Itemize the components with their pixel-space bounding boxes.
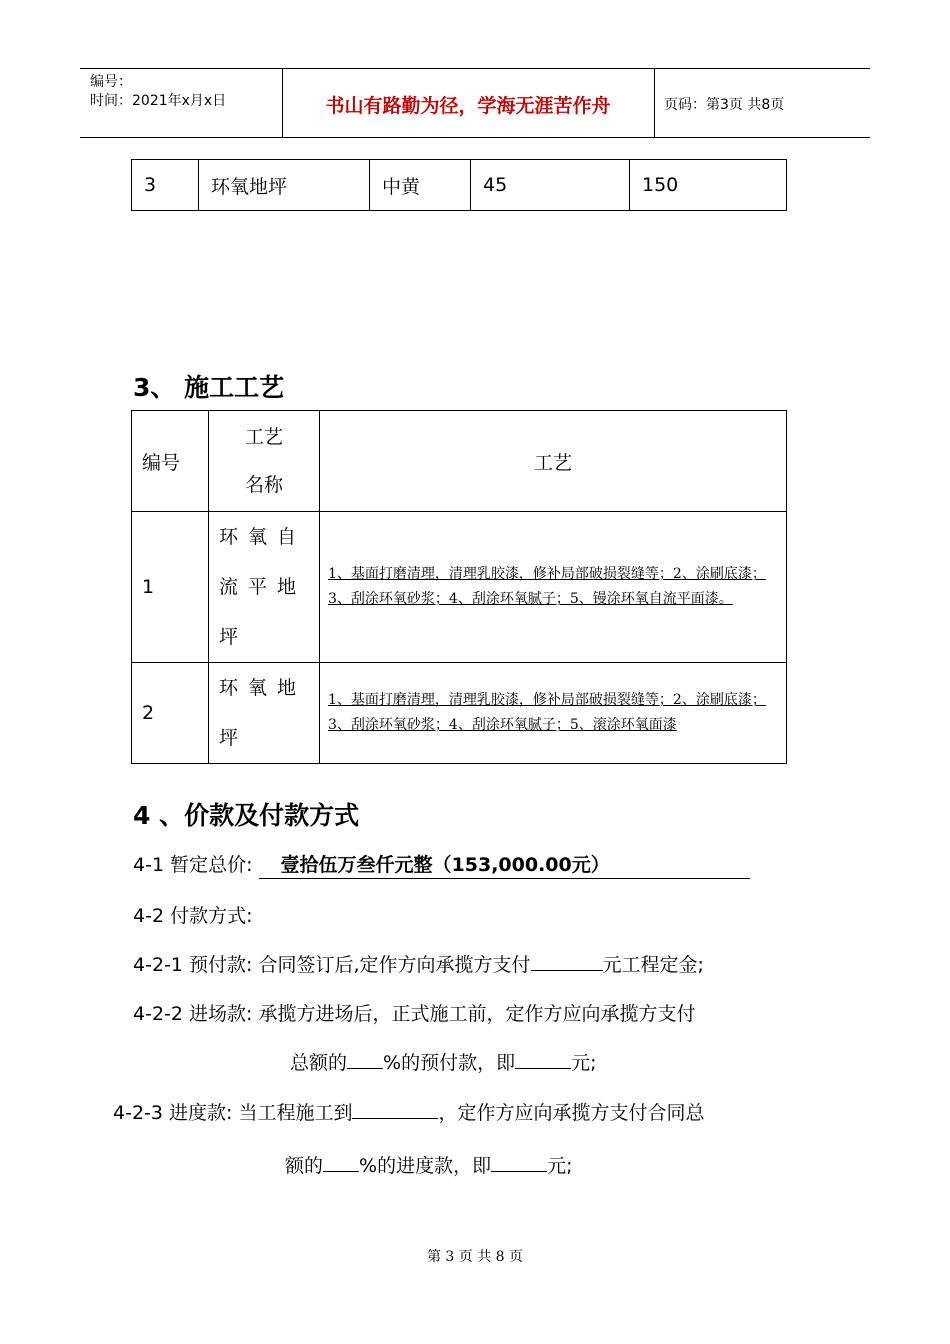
- row-process: 1、基面打磨清理，清理乳胶漆，修补局部破损裂缝等；2、涂刷底漆；3、刮涂环氧砂浆；4、刮涂环氧腻子；5、镘涂环氧自流平面漆。: [320, 512, 787, 663]
- header-page-info: 页码：第3页 共8页: [664, 97, 785, 113]
- material-table: [131, 159, 787, 211]
- entry-payment-line-2: [290, 1048, 596, 1075]
- total-price-line: [133, 850, 750, 877]
- blank-field: [352, 1100, 438, 1119]
- payment-method-line: 4-2 付款方式:: [133, 905, 253, 927]
- progress-payment-line-2: [285, 1151, 572, 1178]
- cell-value-2: 150: [630, 160, 787, 211]
- row-name-line: 环氧地: [219, 677, 307, 699]
- page-header: [80, 68, 870, 138]
- blank-field: [323, 1153, 359, 1172]
- header-process: 工艺: [320, 411, 787, 512]
- blank-field: [515, 1050, 571, 1069]
- cell-name: 环氧地坪: [199, 160, 370, 211]
- entry-payment-line: 4-2-2 进场款: 承揽方进场后，正式施工前，定作方应向承揽方支付: [133, 1003, 696, 1025]
- blank-field: [531, 952, 603, 971]
- header-name: [209, 411, 320, 512]
- page-footer: 第 3 页 共 8 页: [426, 1249, 524, 1265]
- header-name-line: 名称: [244, 474, 283, 496]
- row-name: [209, 663, 320, 764]
- row-name-line: 流平地: [219, 576, 307, 598]
- row-number: 1: [132, 512, 209, 663]
- progress-payment-line: [113, 1098, 704, 1125]
- total-price-value: 壹拾伍万叁仟元整（153,000.00元）: [259, 854, 750, 879]
- progress-text: %的进度款，即: [359, 1155, 492, 1177]
- row-name-line: 坪: [219, 727, 249, 749]
- header-meta: [90, 73, 226, 111]
- section-title: 3、 施工工艺: [133, 373, 285, 402]
- section-title: 4 、价款及付款方式: [133, 801, 360, 830]
- cell-color: 中黄: [370, 160, 471, 211]
- blank-field: [491, 1153, 547, 1172]
- cell-value-1: 45: [471, 160, 630, 211]
- row-name-line: 坪: [219, 626, 249, 648]
- cell-number: 3: [132, 160, 199, 211]
- progress-text: 额的: [285, 1155, 324, 1177]
- table-row: [132, 160, 787, 211]
- table-row: [132, 512, 787, 663]
- time-label: 时间：2021年x月x日: [90, 93, 227, 109]
- header-motto: 书山有路勤为径，学海无涯苦作舟: [325, 95, 611, 117]
- entry-text-end: 元;: [571, 1052, 597, 1074]
- progress-text: ，定作方应向承揽方支付合同总: [438, 1102, 705, 1124]
- table-row: [132, 663, 787, 764]
- row-number: 2: [132, 663, 209, 764]
- header-name-line: 工艺: [244, 426, 283, 448]
- header-number: 编号: [132, 411, 209, 512]
- header-divider: [654, 69, 655, 137]
- table-header-row: [132, 411, 787, 512]
- entry-text: %的预付款，即: [383, 1052, 516, 1074]
- process-table: [131, 410, 787, 764]
- prepayment-text-end: 元工程定金;: [602, 954, 704, 976]
- progress-text: 4-2-3 进度款: 当工程施工到: [113, 1102, 353, 1124]
- prepayment-text: 4-2-1 预付款: 合同签订后,定作方向承揽方支付: [133, 954, 531, 976]
- blank-field: [347, 1050, 383, 1069]
- prepayment-line: [133, 950, 704, 977]
- row-process: 1、基面打磨清理，清理乳胶漆，修补局部破损裂缝等；2、涂刷底漆；3、刮涂环氧砂浆；4、刮涂环氧腻子；5、滚涂环氧面漆: [320, 663, 787, 764]
- progress-text-end: 元;: [547, 1155, 573, 1177]
- total-price-label: 4-1 暂定总价:: [133, 854, 253, 876]
- entry-text: 总额的: [290, 1052, 348, 1074]
- number-label: 编号：: [90, 74, 132, 90]
- row-name-line: 环氧自: [219, 526, 307, 548]
- row-name: [209, 512, 320, 663]
